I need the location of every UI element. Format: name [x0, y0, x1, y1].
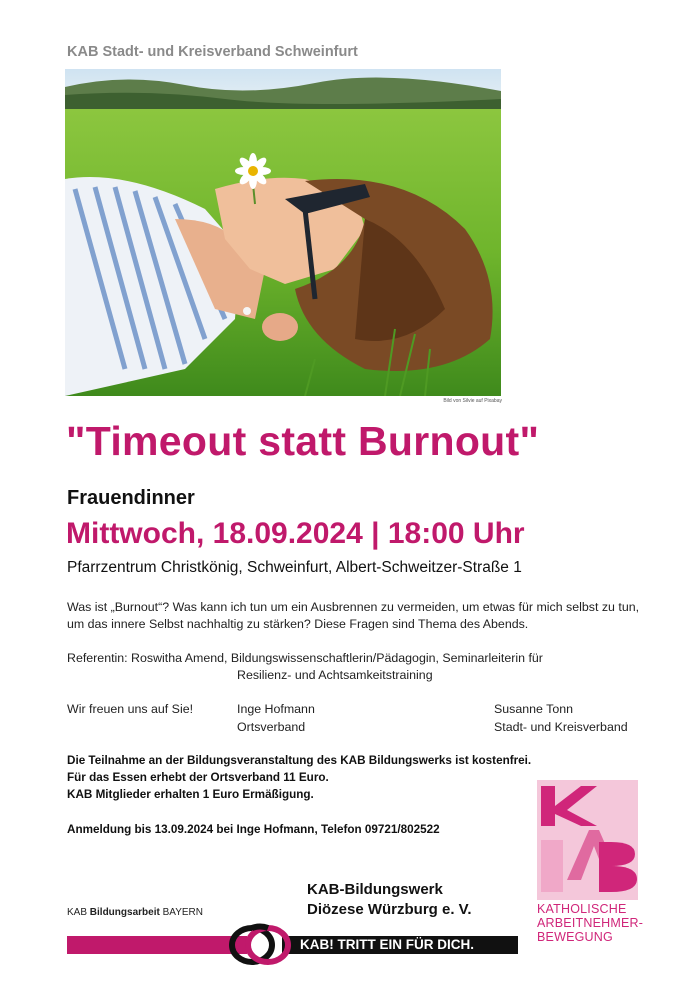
hero-photo [65, 69, 501, 396]
host-name: Inge Hofmann [237, 702, 315, 716]
greeting: Wir freuen uns auf Sie! [67, 702, 194, 716]
event-description: Was ist „Burnout“? Was kann ich tun um ein Ausbrennen zu vermeiden, um etwas für mich selbst zu tun, um das innere Selbst nachhaltig zu stärken? Diese Fragen sind Thema des Abends. [67, 600, 640, 631]
kab-knot-icon [228, 922, 292, 968]
bildungswerk-label [307, 880, 471, 920]
speaker-line: Referentin: Roswitha Amend, Bildungswissenschaftlerin/Pädagogin, Seminarleiterin für [67, 651, 543, 665]
note-line: KAB Mitglieder erhalten 1 Euro Ermäßigung. [67, 788, 314, 801]
pink-band [67, 936, 247, 954]
bildungswerk-line: KAB-Bildungswerk [307, 881, 443, 898]
katholische-arbeitnehmer-bewegung [537, 902, 647, 944]
speaker-line-continued: Resilienz- und Achtsamkeitstraining [237, 668, 433, 682]
host-name: Susanne Tonn [494, 702, 574, 716]
event-venue: Pfarrzentrum Christkönig, Schweinfurt, Albert-Schweitzer-Straße 1 [67, 559, 522, 576]
kab-bildungsarbeit-logo [67, 907, 203, 918]
movement-line: ARBEITNEHMER- [537, 916, 644, 930]
organization-header: KAB Stadt- und Kreisverband Schweinfurt [67, 44, 358, 60]
event-date-time: Mittwoch, 18.09.2024 | 18:00 Uhr [66, 517, 525, 550]
participation-notes [67, 752, 531, 803]
host-role: Stadt- und Kreisverband [494, 720, 628, 734]
kab-bold: Bildungsarbeit [89, 907, 160, 918]
movement-line: BEWEGUNG [537, 930, 613, 944]
kab-prefix: KAB [67, 907, 88, 918]
event-subtitle: Frauendinner [67, 487, 195, 509]
registration-info: Anmeldung bis 13.09.2024 bei Inge Hofmann, Telefon 09721/802522 [67, 823, 440, 836]
kab-letters-logo [537, 780, 638, 900]
note-line: Für das Essen erhebt der Ortsverband 11 Euro. [67, 771, 329, 784]
event-title: "Timeout statt Burnout" [66, 418, 540, 464]
note-line: Die Teilnahme an der Bildungsveranstaltung des KAB Bildungswerks ist kostenfrei. [67, 754, 532, 767]
bildungswerk-line: Diözese Würzburg e. V. [307, 901, 472, 918]
movement-line: KATHOLISCHE [537, 902, 627, 916]
host-role: Ortsverband [237, 720, 306, 734]
photo-credit: Bild von Silvie auf Pixabay [443, 398, 502, 404]
kab-suffix: BAYERN [162, 907, 203, 918]
slogan: KAB! TRITT EIN FÜR DICH. [300, 937, 474, 952]
woman-in-grass-image [65, 69, 501, 396]
